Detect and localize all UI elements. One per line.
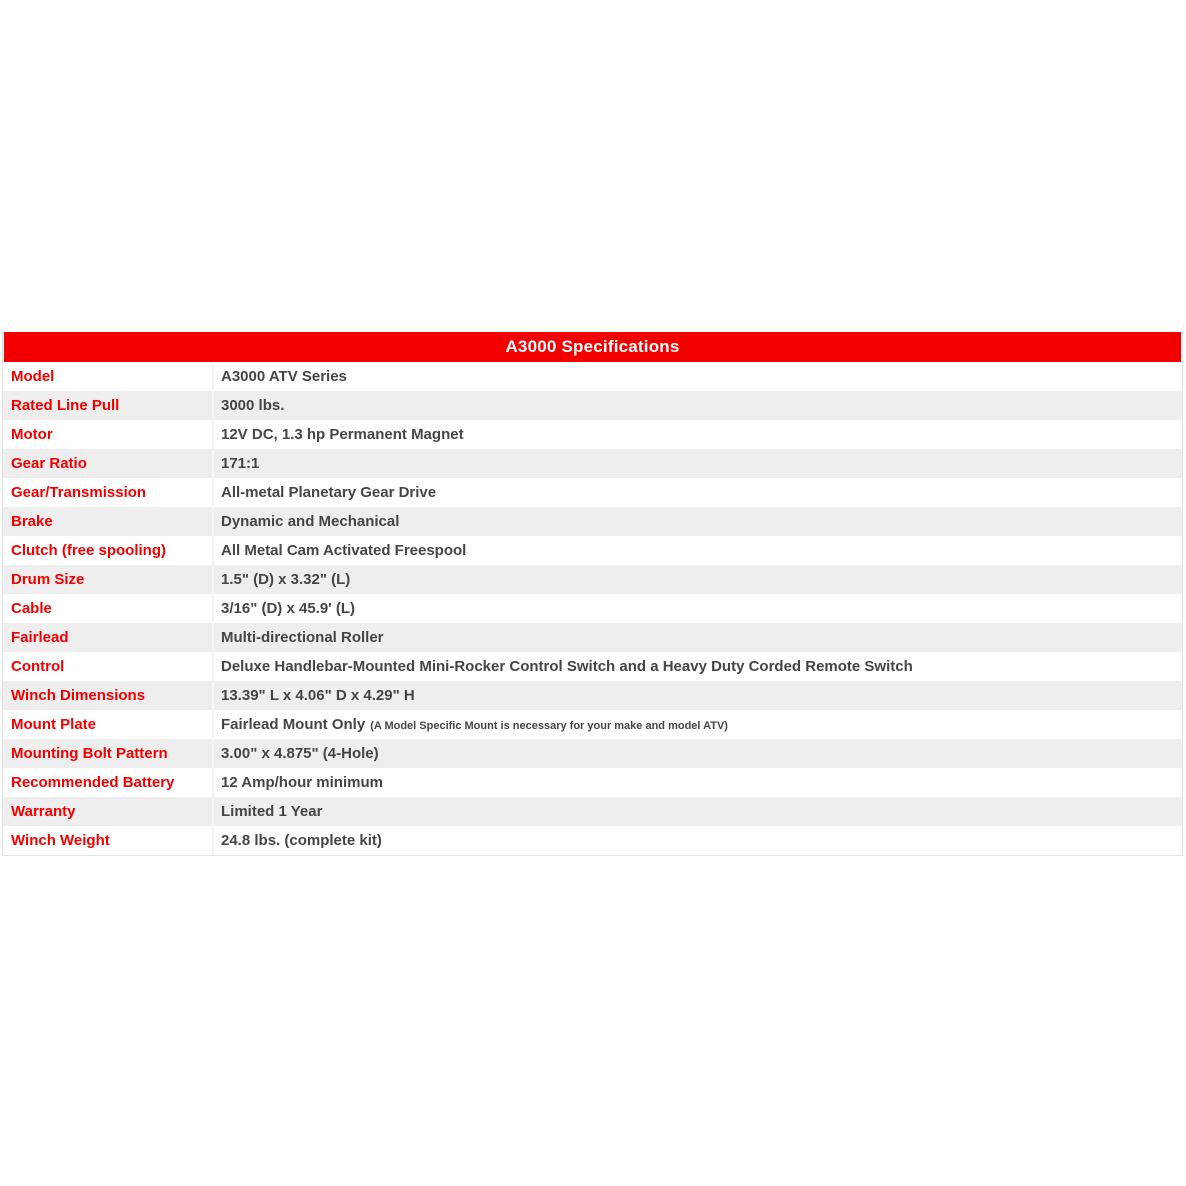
spec-value bbox=[214, 739, 1182, 768]
spec-label: Winch Weight bbox=[3, 826, 214, 855]
spec-value bbox=[214, 449, 1182, 478]
spec-value bbox=[214, 536, 1182, 565]
spec-value-text: 3000 lbs. bbox=[221, 397, 285, 414]
spec-label: Fairlead bbox=[3, 623, 214, 652]
spec-value bbox=[214, 826, 1182, 855]
spec-value-text: 1.5" (D) x 3.32" (L) bbox=[221, 571, 351, 588]
table-row bbox=[3, 594, 1182, 623]
spec-value bbox=[214, 391, 1182, 420]
spec-value bbox=[214, 797, 1182, 826]
spec-value bbox=[214, 594, 1182, 623]
spec-label: Winch Dimensions bbox=[3, 681, 214, 710]
spec-value-text: All Metal Cam Activated Freespool bbox=[221, 542, 467, 559]
spec-value-text: 3.00" x 4.875" (4-Hole) bbox=[221, 745, 379, 762]
spec-value bbox=[214, 565, 1182, 594]
spec-value bbox=[214, 478, 1182, 507]
table-row bbox=[3, 507, 1182, 536]
table-row bbox=[3, 623, 1182, 652]
spec-value bbox=[214, 362, 1182, 391]
spec-value-text: 12V DC, 1.3 hp Permanent Magnet bbox=[221, 426, 464, 443]
table-row bbox=[3, 797, 1182, 826]
spec-value-text: Dynamic and Mechanical bbox=[221, 513, 400, 530]
spec-rows bbox=[3, 362, 1182, 855]
table-row bbox=[3, 362, 1182, 391]
spec-label: Control bbox=[3, 652, 214, 681]
table-row bbox=[3, 536, 1182, 565]
spec-value bbox=[214, 652, 1182, 681]
spec-label: Drum Size bbox=[3, 565, 214, 594]
table-row bbox=[3, 768, 1182, 797]
table-row bbox=[3, 681, 1182, 710]
spec-value-text: 13.39" L x 4.06" D x 4.29" H bbox=[221, 687, 415, 704]
spec-value-text: Multi-directional Roller bbox=[221, 629, 384, 646]
spec-value bbox=[214, 681, 1182, 710]
spec-value-text: 12 Amp/hour minimum bbox=[221, 774, 383, 791]
table-title: A3000 Specifications bbox=[4, 332, 1181, 362]
spec-label: Warranty bbox=[3, 797, 214, 826]
table-row bbox=[3, 652, 1182, 681]
table-row bbox=[3, 449, 1182, 478]
spec-value-text: Fairlead Mount Only bbox=[221, 716, 366, 733]
table-row bbox=[3, 710, 1182, 739]
spec-label: Brake bbox=[3, 507, 214, 536]
table-row bbox=[3, 565, 1182, 594]
table-row bbox=[3, 391, 1182, 420]
table-row bbox=[3, 420, 1182, 449]
spec-label: Clutch (free spooling) bbox=[3, 536, 214, 565]
spec-label: Model bbox=[3, 362, 214, 391]
spec-value-text: 3/16" (D) x 45.9' (L) bbox=[221, 600, 356, 617]
spec-value-note: (A Model Specific Mount is necessary for your make and model ATV) bbox=[370, 720, 728, 732]
spec-label: Gear Ratio bbox=[3, 449, 214, 478]
spec-value-text: Limited 1 Year bbox=[221, 803, 323, 820]
spec-label: Mount Plate bbox=[3, 710, 214, 739]
spec-value-text: 24.8 lbs. (complete kit) bbox=[221, 832, 382, 849]
spec-value bbox=[214, 420, 1182, 449]
specifications-table bbox=[2, 332, 1183, 856]
spec-value-text: All-metal Planetary Gear Drive bbox=[221, 484, 437, 501]
spec-label: Rated Line Pull bbox=[3, 391, 214, 420]
table-row bbox=[3, 739, 1182, 768]
spec-label: Cable bbox=[3, 594, 214, 623]
spec-value-text: 171:1 bbox=[221, 455, 260, 472]
spec-value bbox=[214, 623, 1182, 652]
spec-value bbox=[214, 710, 1182, 739]
spec-label: Mounting Bolt Pattern bbox=[3, 739, 214, 768]
table-row bbox=[3, 478, 1182, 507]
spec-value bbox=[214, 507, 1182, 536]
spec-value-text: A3000 ATV Series bbox=[221, 368, 347, 385]
spec-value bbox=[214, 768, 1182, 797]
spec-label: Recommended Battery bbox=[3, 768, 214, 797]
table-row bbox=[3, 826, 1182, 855]
spec-value-text: Deluxe Handlebar-Mounted Mini-Rocker Control Switch and a Heavy Duty Corded Remote Switch bbox=[221, 658, 913, 675]
spec-label: Motor bbox=[3, 420, 214, 449]
spec-label: Gear/Transmission bbox=[3, 478, 214, 507]
